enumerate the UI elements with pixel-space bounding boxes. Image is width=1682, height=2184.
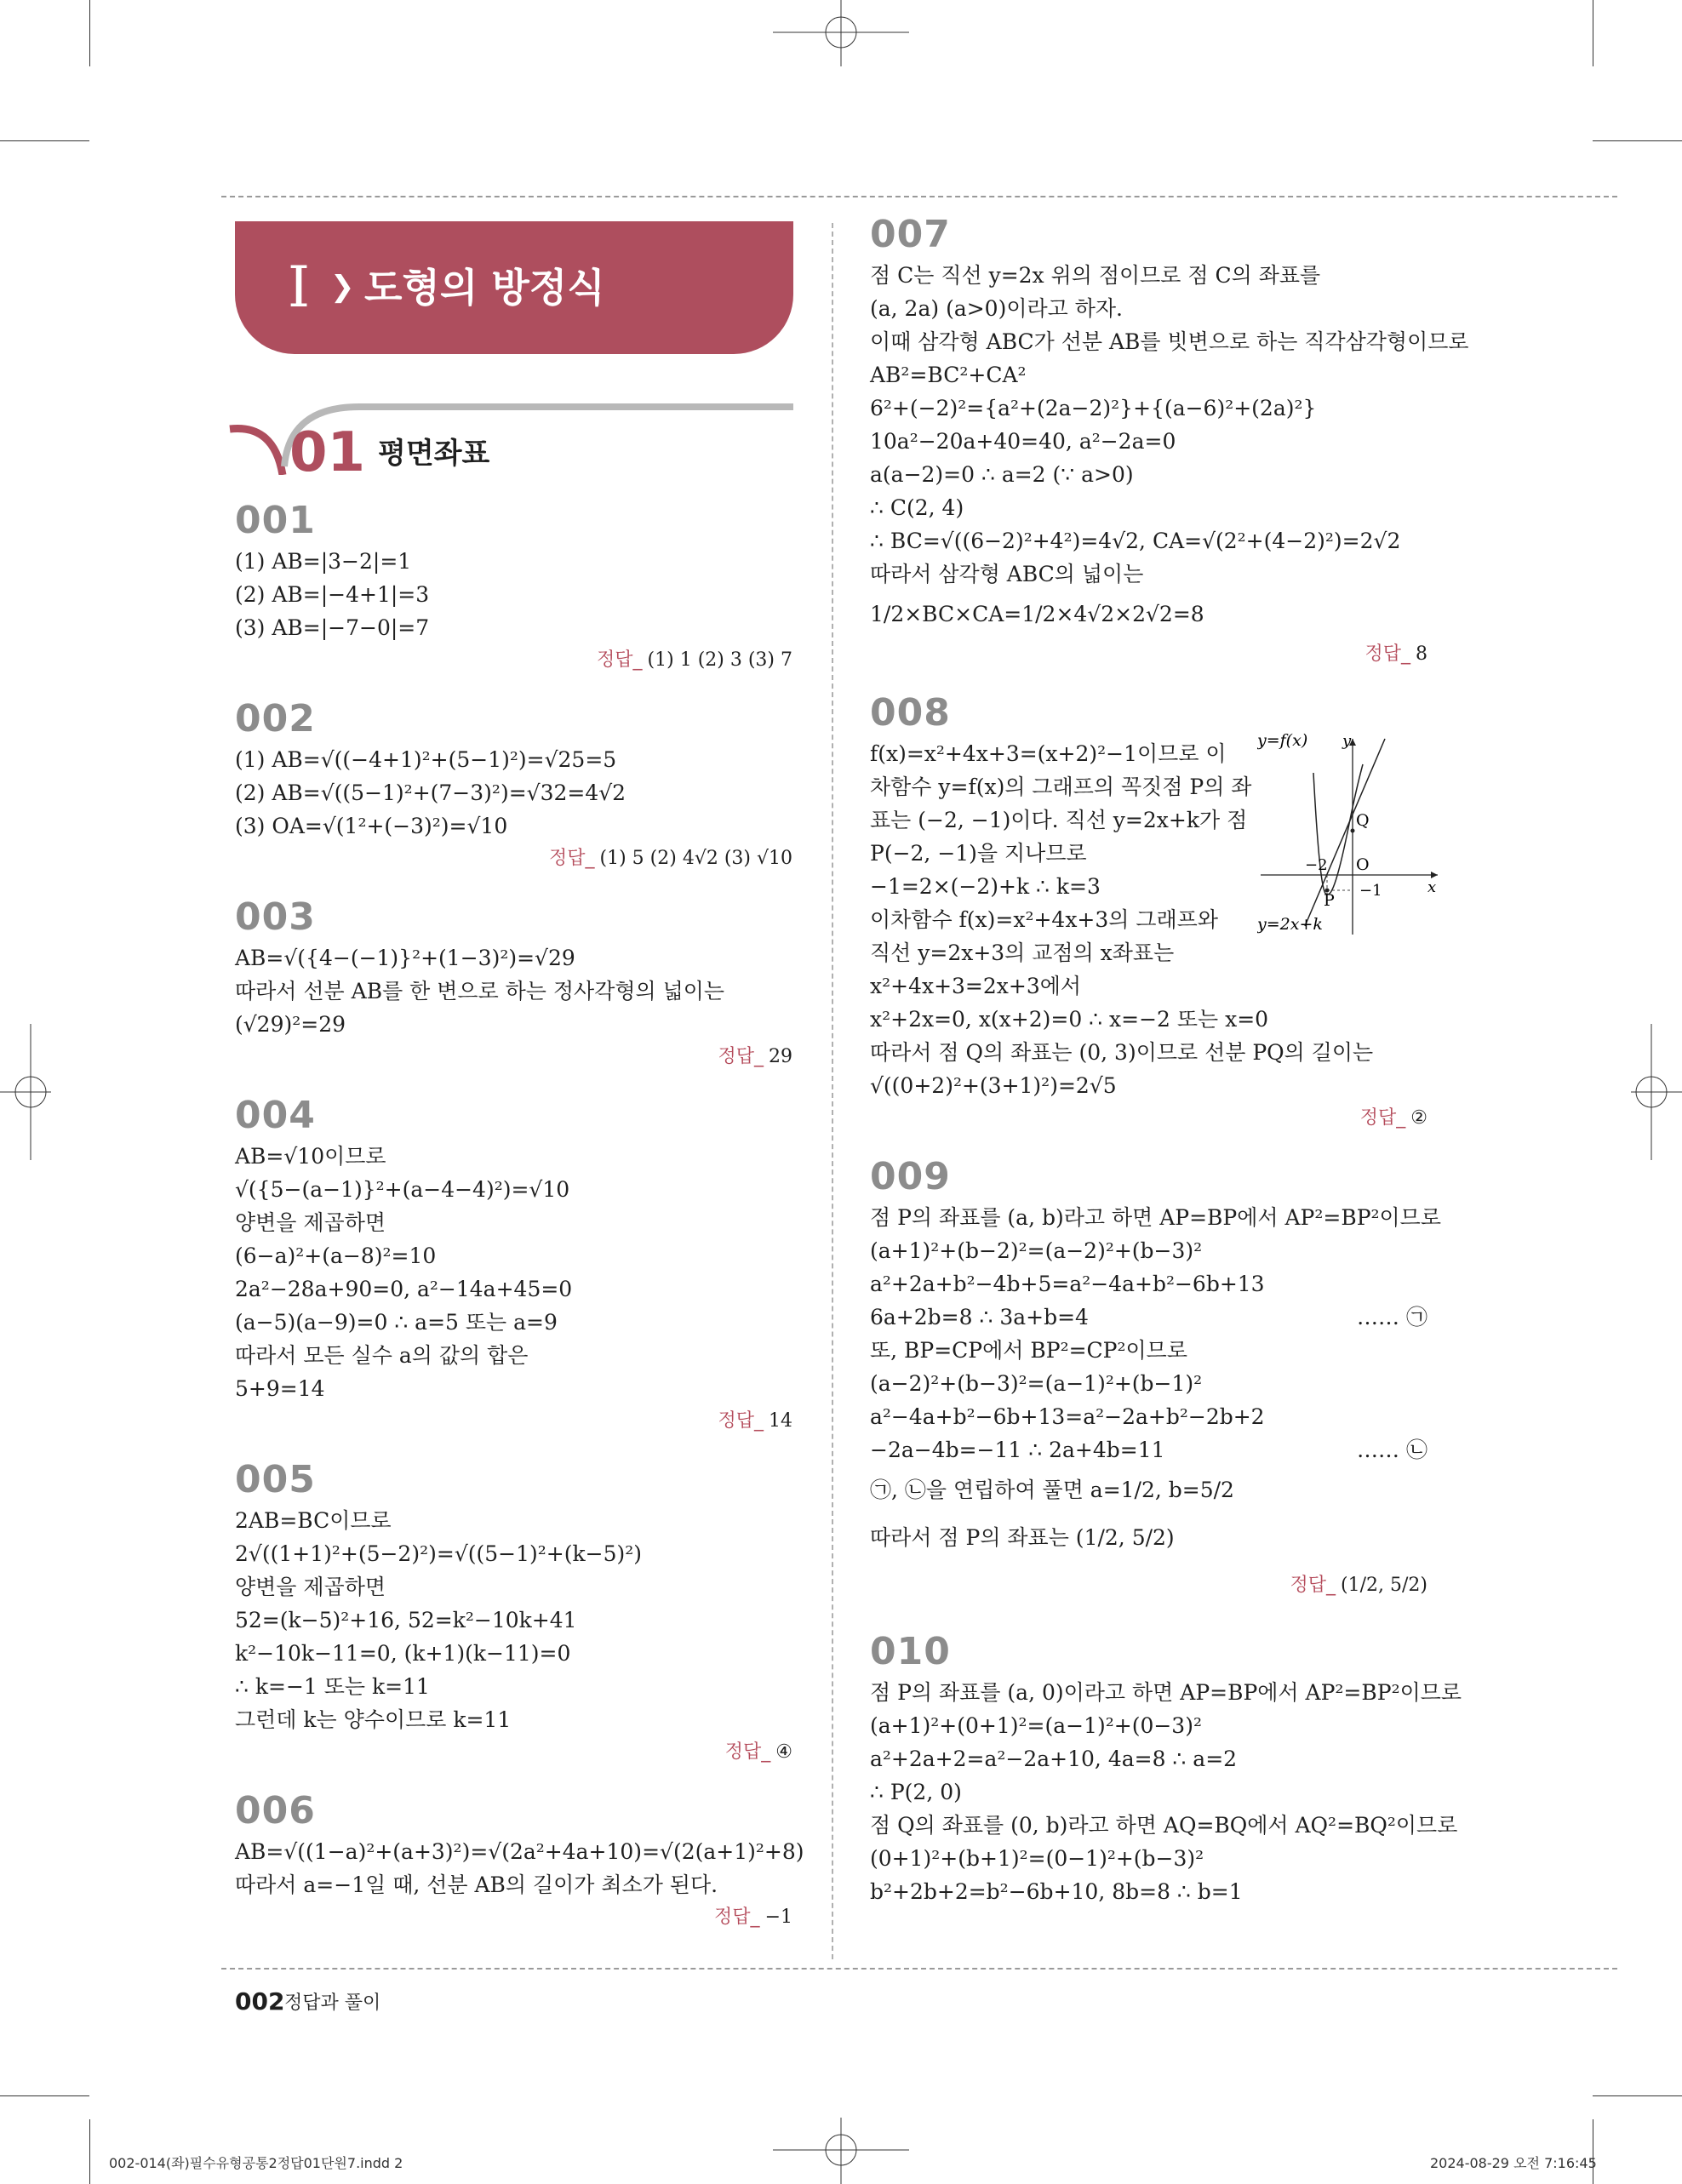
print-datetime: 2024-08-29 오전 7:16:45 (1430, 2155, 1597, 2171)
solution-line: 10a²−20a+40=40, a²−2a=0 (870, 429, 1176, 454)
registration-mark (0, 1024, 51, 1160)
solution-line: 따라서 모든 실수 a의 값의 합은 (235, 1343, 529, 1368)
solution-line: 점 P의 좌표를 (a, 0)이라고 하면 AP=BP에서 AP²=BP²이므로 (870, 1680, 1462, 1705)
chevron-icon: ❯ (330, 270, 355, 304)
solution-line: (0+1)²+(b+1)²=(0−1)²+(b−3)² (870, 1846, 1204, 1871)
problem-number: 003 (235, 895, 316, 939)
problem-007 (870, 211, 1469, 671)
problem-number: 010 (870, 1630, 951, 1673)
solution-line: √((0+2)²+(3+1)²)=2√5 (870, 1073, 1117, 1098)
graph-label-x: x (1427, 878, 1437, 896)
solution-line: (2) AB=√((5−1)²+(7−3)²)=√32=4√2 (235, 780, 626, 805)
parabola-graph (1257, 730, 1440, 939)
chapter-banner (235, 221, 793, 354)
solution-line: (a, 2a) (a>0)이라고 하자. (870, 296, 1123, 321)
solution-line: AB=√10이므로 (235, 1144, 386, 1169)
solution-line: k²−10k−11=0, (k+1)(k−11)=0 (235, 1641, 571, 1666)
graph-label-q: Q (1356, 811, 1370, 830)
column-divider (832, 223, 833, 1959)
solution-line: a²−4a+b²−6b+13=a²−2a+b²−2b+2 (870, 1404, 1265, 1429)
solution-line: (√29)²=29 (235, 1012, 346, 1037)
solution-line: (3) OA=√(1²+(−3)²)=√10 (235, 814, 508, 838)
solution-line: 또, BP=CP에서 BP²=CP²이므로 (870, 1338, 1187, 1363)
answer: 정답_ ② (1359, 1107, 1427, 1129)
solution-line: (a−5)(a−9)=0 ∴ a=5 또는 a=9 (235, 1310, 558, 1335)
solution-line: 따라서 선분 AB를 한 변으로 하는 정사각형의 넓이는 (235, 979, 725, 1003)
solution-line: 그런데 k는 양수이므로 k=11 (235, 1707, 512, 1732)
graph-label-p: P (1324, 891, 1335, 910)
solution-line: 따라서 점 Q의 좌표는 (0, 3)이므로 선분 PQ의 길이는 (870, 1040, 1374, 1065)
solution-line: 이때 삼각형 ABC가 선분 AB를 빗변으로 하는 직각삼각형이므로 (870, 329, 1469, 354)
solution-line: (2) AB=|−4+1|=3 (235, 582, 430, 607)
problem-number: 008 (870, 691, 951, 735)
solution-line: 점 Q의 좌표를 (0, b)라고 하면 AQ=BQ에서 AQ²=BQ²이므로 (870, 1813, 1458, 1838)
problem-006 (235, 1787, 804, 1934)
section-number: 01 (289, 421, 366, 484)
solution-line: a(a−2)=0 ∴ a=2 (∵ a>0) (870, 462, 1134, 487)
problem-001 (235, 497, 792, 677)
graph-label-minus1: −1 (1359, 882, 1382, 900)
problem-008 (870, 689, 1437, 1135)
solution-line: 따라서 삼각형 ABC의 넓이는 (870, 562, 1144, 586)
problem-002 (235, 695, 792, 875)
problem-number: 009 (870, 1155, 951, 1198)
solution-line: 양변을 제곱하면 (235, 1210, 386, 1235)
right-column (870, 211, 1469, 1908)
left-column (235, 497, 804, 1934)
answer: 정답_ 14 (718, 1410, 792, 1432)
chapter-title: 도형의 방정식 (364, 265, 605, 311)
solution-line: (a+1)²+(0+1)²=(a−1)²+(0−3)² (870, 1713, 1202, 1738)
problem-003 (235, 894, 792, 1073)
solution-line: ∴ P(2, 0) (870, 1780, 962, 1804)
solution-line: 차함수 y=f(x)의 그래프의 꼭짓점 P의 좌 (870, 775, 1252, 799)
solution-line: P(−2, −1)을 지나므로 (870, 841, 1087, 866)
solution-line: ㉠, ㉡을 연립하여 풀면 a=1/2, b=5/2 (870, 1478, 1234, 1502)
solution-line: 점 C는 직선 y=2x 위의 점이므로 점 C의 좌표를 (870, 263, 1321, 288)
solution-line: −2a−4b=−11 ∴ 2a+4b=11 …… ㉡ (870, 1433, 1427, 1466)
solution-line: 양변을 제곱하면 (235, 1575, 386, 1599)
solution-line: 점 P의 좌표를 (a, b)라고 하면 AP=BP에서 AP²=BP²이므로 (870, 1205, 1441, 1230)
problem-number: 005 (235, 1458, 316, 1501)
crop-mark (1593, 140, 1682, 141)
problem-010 (870, 1628, 1462, 1908)
solution-line: √({5−(a−1)}²+(a−4−4)²)=√10 (235, 1177, 570, 1202)
crop-mark (89, 0, 90, 66)
answer: 정답_ (1) 1 (2) 3 (3) 7 (597, 649, 792, 671)
chapter-numeral: I (288, 254, 311, 320)
solution-line: AB=√((1−a)²+(a+3)²)=√(2a²+4a+10)=√(2(a+1)²+8) (235, 1839, 804, 1864)
top-divider (221, 196, 1617, 197)
crop-mark (89, 2119, 90, 2184)
section-title: 평면좌표 (378, 437, 490, 471)
solution-line: a²+2a+b²−4b+5=a²−4a+b²−6b+13 (870, 1272, 1265, 1296)
problem-004 (235, 1092, 792, 1438)
solution-line: (1) AB=√((−4+1)²+(5−1)²)=√25=5 (235, 747, 617, 772)
solution-line: 따라서 a=−1일 때, 선분 AB의 길이가 최소가 된다. (235, 1872, 718, 1897)
registration-mark (773, 0, 909, 66)
registration-mark (1631, 1024, 1682, 1160)
solution-line: x²+4x+3=2x+3에서 (870, 974, 1082, 998)
solution-line: a²+2a+2=a²−2a+10, 4a=8 ∴ a=2 (870, 1747, 1238, 1771)
solution-line: 52=(k−5)²+16, 52=k²−10k+41 (235, 1608, 577, 1632)
problem-number: 007 (870, 213, 951, 256)
answer: 정답_ 29 (718, 1046, 792, 1067)
crop-mark (0, 140, 89, 141)
answer: 정답_ (1/2, 5/2) (1290, 1575, 1427, 1596)
solution-line: b²+2b+2=b²−6b+10, 8b=8 ∴ b=1 (870, 1879, 1243, 1904)
solution-line: AB²=BC²+CA² (870, 363, 1027, 387)
solution-line: 직선 y=2x+3의 교점의 x좌표는 (870, 940, 1175, 965)
crop-mark (0, 2095, 89, 2096)
footer-title: 정답과 풀이 (284, 1992, 381, 2014)
registration-mark (773, 2118, 909, 2184)
graph-label-o: O (1356, 855, 1370, 874)
graph-label-y: y (1342, 732, 1352, 750)
problem-number: 001 (235, 499, 316, 542)
solution-line: 6²+(−2)²={a²+(2a−2)²}+{(a−6)²+(2a)²} (870, 396, 1317, 420)
solution-line: 따라서 점 P의 좌표는 (1/2, 5/2) (870, 1525, 1175, 1550)
solution-line: x²+2x=0, x(x+2)=0 ∴ x=−2 또는 x=0 (870, 1007, 1269, 1032)
solution-line: (1) AB=|3−2|=1 (235, 549, 412, 574)
graph-label-minus2: −2 (1305, 856, 1328, 874)
problem-number: 002 (235, 697, 316, 740)
solution-line: (a−2)²+(b−3)²=(a−1)²+(b−1)² (870, 1371, 1203, 1396)
solution-line: ∴ C(2, 4) (870, 495, 964, 520)
answer: 정답_ ④ (724, 1741, 792, 1763)
answer: 정답_ 8 (1364, 643, 1427, 665)
page-number: 002 (235, 1987, 285, 2015)
problem-number: 006 (235, 1789, 316, 1832)
problem-005 (235, 1456, 792, 1769)
equation-mark: …… ㉡ (1357, 1438, 1427, 1462)
solution-line: 2AB=BC이므로 (235, 1508, 392, 1533)
solution-line: 표는 (−2, −1)이다. 직선 y=2x+k가 점 (870, 808, 1248, 832)
solution-line: f(x)=x²+4x+3=(x+2)²−1이므로 이 (870, 741, 1227, 766)
print-file-info: 002-014(좌)필수유형공통2정답01단원7.indd 2 (109, 2155, 403, 2171)
equation-mark: …… ㉠ (1357, 1305, 1427, 1329)
solution-line: 6a+2b=8 ∴ 3a+b=4 …… ㉠ (870, 1301, 1427, 1334)
solution-line: 5+9=14 (235, 1376, 325, 1401)
bottom-divider (221, 1968, 1617, 1970)
solution-line: AB=√({4−(−1)}²+(1−3)²)=√29 (235, 946, 575, 970)
answer: 정답_ −1 (714, 1907, 792, 1928)
solution-line: −1=2×(−2)+k ∴ k=3 (870, 874, 1101, 899)
solution-line: (6−a)²+(a−8)²=10 (235, 1244, 437, 1268)
problem-number: 004 (235, 1094, 316, 1137)
answer: 정답_ (1) 5 (2) 4√2 (3) √10 (549, 848, 792, 869)
solution-line: 2a²−28a+90=0, a²−14a+45=0 (235, 1277, 573, 1301)
crop-mark (1593, 2095, 1682, 2096)
problem-009 (870, 1153, 1441, 1609)
solution-line: ∴ BC=√((6−2)²+4²)=4√2, CA=√(2²+(4−2)²)=2√2 (870, 529, 1401, 553)
solution-line: ∴ k=−1 또는 k=11 (235, 1674, 430, 1699)
graph-label-line: y=2x+k (1257, 915, 1323, 934)
solution-line: 이차함수 f(x)=x²+4x+3의 그래프와 (870, 907, 1218, 932)
solution-line: (3) AB=|−7−0|=7 (235, 615, 430, 640)
graph-label-fx: y=f(x) (1257, 731, 1308, 750)
solution-line: 2√((1+1)²+(5−2)²)=√((5−1)²+(k−5)²) (235, 1541, 643, 1566)
solution-line: 1/2×BC×CA=1/2×4√2×2√2=8 (870, 602, 1204, 626)
solution-line: (a+1)²+(b−2)²=(a−2)²+(b−3)² (870, 1238, 1203, 1263)
